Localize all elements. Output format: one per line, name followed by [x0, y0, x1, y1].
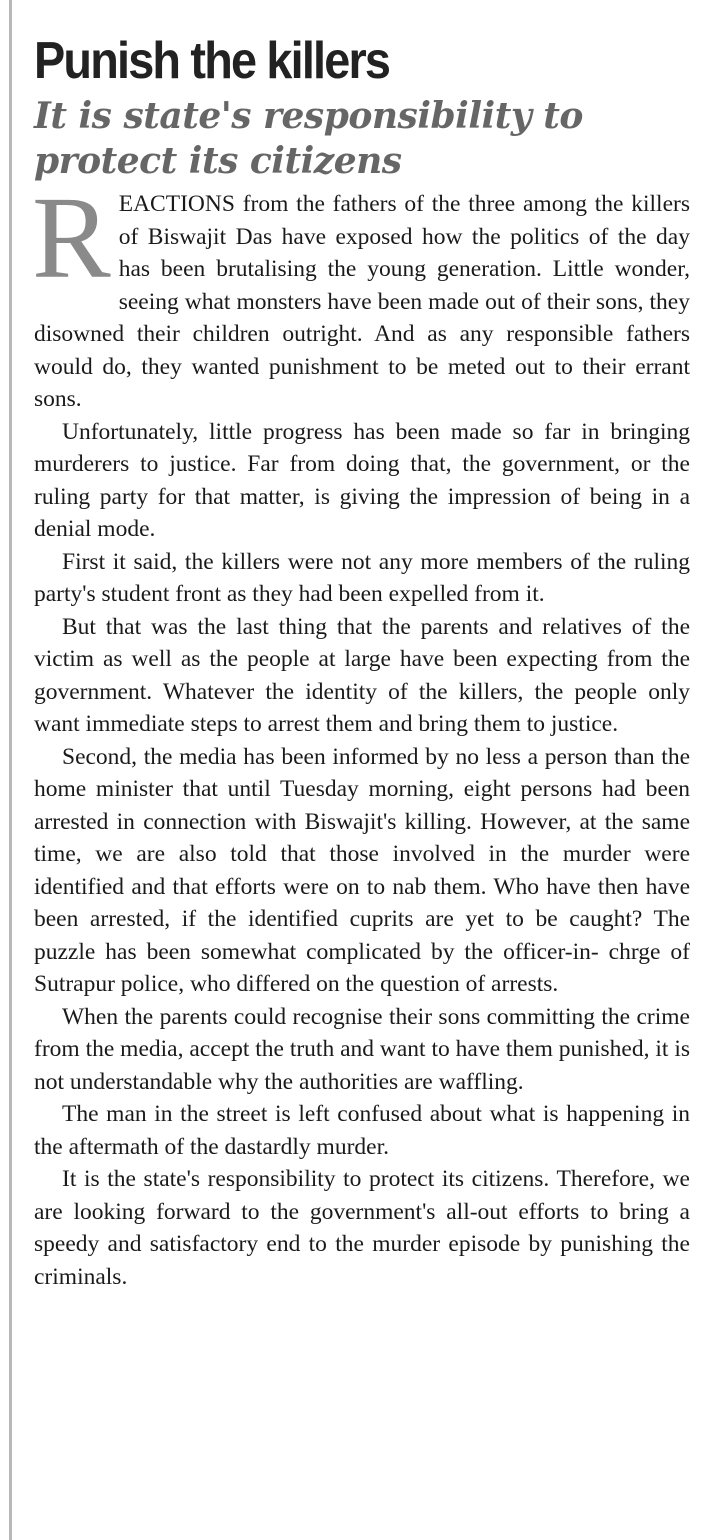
- paragraph-3: First it said, the killers were not any more members of the ruling party's student front as they had been expelled from it.: [34, 548, 690, 607]
- headline: Punish the killers: [34, 32, 390, 90]
- left-column-rule: [9, 0, 12, 1540]
- paragraph-2: Unfortunately, little progress has been made so far in bringing murderers to justice. Far from doing that, the government, or the ruling party for that matter, is giving the impression of being in a denial mode.: [34, 418, 690, 542]
- subheadline: It is state's responsibility to protect its citizens: [34, 95, 583, 182]
- paragraph-4: But that was the last thing that the parents and relatives of the victim as well as the people at large have been expecting from the government. Whatever the identity of the killers, the people only want immediate steps to arrest them and bring them to justice.: [34, 613, 690, 737]
- drop-cap: R: [32, 172, 111, 303]
- article-body: [32, 172, 690, 1293]
- paragraph-6: When the parents could recognise their sons committing the crime from the media, accept the truth and want to have them punished, it is not understandable why the authorities are waffling.: [34, 1003, 690, 1095]
- paragraph-5: Second, the media has been informed by no less a person than the home minister that until Tuesday morning, eight persons had been arrested in connection with Biswajit's killing. However, at the same time, we are also told that those involved in the murder were identified and that efforts were on to nab them. Who have then have been arrested, if the identified cuprits are yet to be caught? The puzzle has been somewhat complicated by the officer-in- chrge of Sutrapur police, who differed on the question of arrests.: [34, 743, 690, 997]
- paragraph-1: [32, 172, 690, 416]
- editorial-article: [34, 12, 690, 1293]
- paragraph-8: It is the state's responsibility to protect its citizens. Therefore, we are looking forward to the government's all-out efforts to bring a speedy and satisfactory end to the murder episode by punishing the criminals.: [34, 1166, 690, 1290]
- paragraph-1-text: EACTIONS from the fathers of the three among the killers of Biswajit Das have exposed how the politics of the day has been brutalising the young generation. Little wonder, seeing what monsters have been made out of their sons, they disowned their children outright. And as any responsible fathers would do, they wanted punishment to be meted out to their errant sons.: [34, 191, 690, 412]
- paragraph-7: The man in the street is left confused about what is happening in the aftermath of the dastardly murder.: [34, 1101, 690, 1160]
